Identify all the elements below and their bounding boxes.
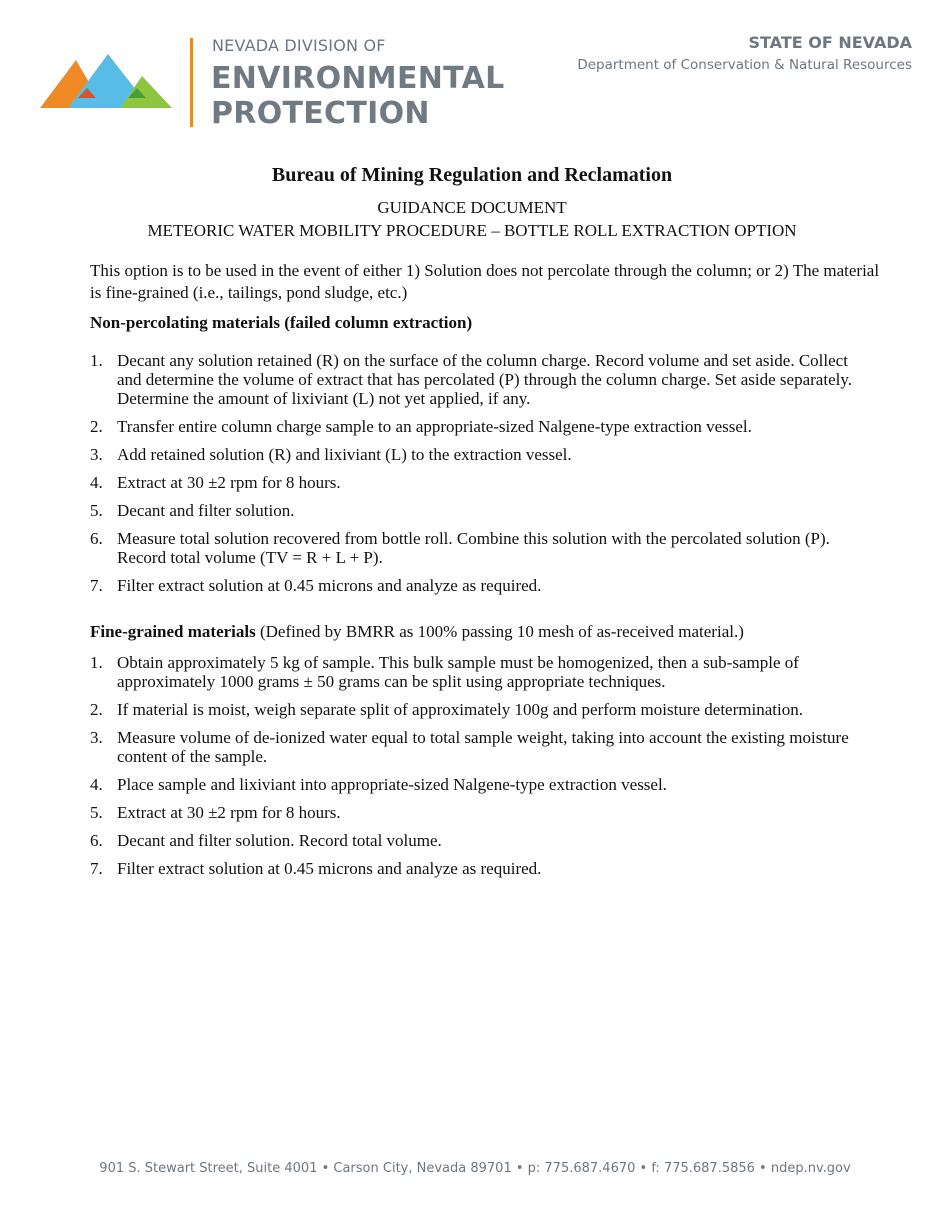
step-number: 5. [90,501,103,520]
step-text: Decant and filter solution. [117,501,295,520]
step-text: Measure volume of de-ionized water equal to total sample weight, taking into account the existing moisture content of the sample. [117,728,849,766]
step-number: 2. [90,700,103,719]
list-item [90,700,870,719]
list-item [90,529,870,567]
state-name: STATE OF NEVADA [748,33,912,52]
list-item [90,728,870,766]
list-item [90,859,870,878]
list-item [90,351,870,408]
step-number: 1. [90,653,103,672]
step-text: Extract at 30 ±2 rpm for 8 hours. [117,803,341,822]
step-number: 6. [90,831,103,850]
agency-name-small: NEVADA DIVISION OF [212,36,386,55]
step-number: 4. [90,775,103,794]
document-title: METEORIC WATER MOBILITY PROCEDURE – BOTTLE ROLL EXTRACTION OPTION [147,221,797,240]
step-number: 3. [90,728,103,747]
step-text: Measure total solution recovered from bottle roll. Combine this solution with the percolated solution (P). Record total volume (TV = R + L + P). [117,529,830,567]
step-number: 7. [90,576,103,595]
list-item [90,653,870,691]
bureau-title: Bureau of Mining Regulation and Reclamation [271,164,673,186]
list-item [90,775,870,794]
section2-heading [90,621,880,643]
step-number: 3. [90,445,103,464]
ndep-mountain-logo [40,50,175,112]
footer-contact: 901 S. Stewart Street, Suite 4001 • Carson City, Nevada 89701 • p: 775.687.4670 • f: 775.687.5856 • ndep.nv.gov [99,1161,851,1176]
step-text: Transfer entire column charge sample to an appropriate-sized Nalgene-type extraction vessel. [117,417,752,436]
step-text: Obtain approximately 5 kg of sample. This bulk sample must be homogenized, then a sub-sample of approximately 1000 grams ± 50 grams can be split using appropriate techniques. [117,653,799,691]
section1-heading-text: Non-percolating materials (failed column extraction) [90,313,473,332]
section1-heading [90,312,880,334]
step-number: 6. [90,529,103,548]
list-item [90,473,870,492]
department-name: Department of Conservation & Natural Resources [577,57,912,73]
step-text: Place sample and lixiviant into appropriate-sized Nalgene-type extraction vessel. [117,775,667,794]
step-text: Decant and filter solution. Record total volume. [117,831,442,850]
list-item [90,445,870,464]
step-text: Add retained solution (R) and lixiviant (L) to the extraction vessel. [117,445,572,464]
step-text: Extract at 30 ±2 rpm for 8 hours. [117,473,341,492]
step-number: 2. [90,417,103,436]
step-number: 5. [90,803,103,822]
document-type: GUIDANCE DOCUMENT [377,198,567,217]
step-number: 7. [90,859,103,878]
intro-paragraph: This option is to be used in the event of either 1) Solution does not percolate through the column; or 2) The material is fine-grained (i.e., tailings, pond sludge, etc.) [90,261,880,302]
logo-divider [190,38,193,127]
step-text: Filter extract solution at 0.45 microns and analyze as required. [117,859,542,878]
section2-steps [90,653,870,887]
step-number: 1. [90,351,103,370]
list-item [90,803,870,822]
step-text: Filter extract solution at 0.45 microns and analyze as required. [117,576,542,595]
list-item [90,576,870,595]
list-item [90,831,870,850]
step-text: If material is moist, weigh separate split of approximately 100g and perform moisture determination. [117,700,803,719]
agency-name-line2: PROTECTION [211,96,430,131]
step-number: 4. [90,473,103,492]
list-item [90,417,870,436]
list-item [90,501,870,520]
section2-heading-rest: (Defined by BMRR as 100% passing 10 mesh of as-received material.) [255,622,744,641]
section1-steps [90,351,870,604]
agency-name-line1: ENVIRONMENTAL [211,61,505,96]
step-text: Decant any solution retained (R) on the surface of the column charge. Record volume and set aside. Collect and determine the volume of extract that has percolated (P) through the column charge. Set aside separately. Determine the amount of lixiviant (L) not yet applied, if any. [117,351,852,408]
section2-heading-bold: Fine-grained materials [90,622,256,641]
